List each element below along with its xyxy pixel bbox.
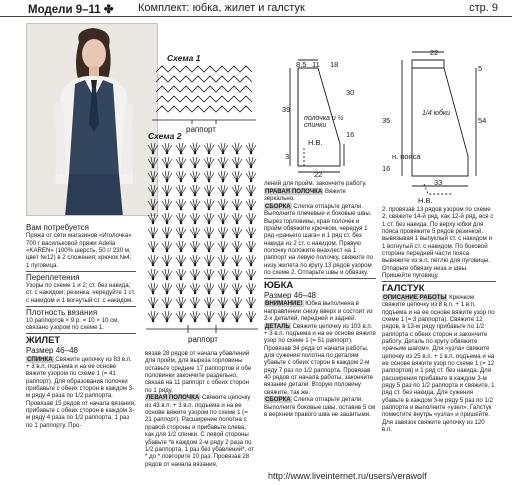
skirt-detail-text: ДЕТАЛЬ Свяжите цепочку из 103 в.п. + 3 в.п. подъема и на ее основе вяжите узор по схеме 1 (= 51 раппорт). Провязав 34 ряда от начала работы, для сужения полотна по деталям убавьте с обеих сторон в каждом 2-м ряду 7 раз по 1/2 раппорта. Провязав 40 рядов от начала работы, закончите вязание детали. Вторую половину свяжите, так же. [264,322,376,396]
skirt-assembly-text: СБОРКА Слегка отпарьте детали. Выполните боковые швы, оставив 5 см в верхнем правого шва не зашитыми. [264,396,376,419]
vest-h-c: 3 [285,152,290,161]
skirt-detail-label: ДЕТАЛЬ [265,322,290,330]
vest-col2-text: вязав 28 рядов от начала убавлений для пройм, для выреза горловины оставьте средние 17 раппортов и обе половинки закончите раздельно, связав на 11 раппорт с обеих сторон по 1 ряду. [145,350,252,394]
column-3 [264,180,376,418]
vest-assembly-text: СБОРКА Слегка отпарьте детали. Выполните плечевые и боковые швы. Вырез горловины, края полочек и пройм обвяжите крючком, чередуя 1 ряд «рачьего шага» и 1 ряд ст. без накида из 2 ст. с накидом. Правую полочку положите внахлест на 1 раппорт на левую полочку, свяжите по низу жилета по кругу 13 рядов узором по схеме 2. Отпарьте швы и обвязку. [264,202,373,276]
skirt-h-b: 35 [382,116,391,125]
vest-h-total: 39 [282,105,291,114]
scheme2-rapport: раппорт [188,335,218,344]
vest-right-front-label: ПРАВАЯ ПОЛОЧКА [265,187,323,195]
skirt-h-c: 54 [478,116,487,125]
column-1 [26,223,136,429]
scheme1-label: Схема 1 [167,53,201,63]
materials-text: Пряжа от сети магазинов «Иголочка» 700 г васильковой пряжи Adelia «KAREN» (100% шерсть, 50 г/ 230 м, цвет №12) в 2 сложения; крючок №4; 1 пуговица. [26,232,132,269]
tie-desc-label: ОПИСАНИЕ РАБОТЫ [383,293,447,301]
weaves-heading: Переплетения [26,272,80,282]
vest-bottom: 22 [314,170,323,179]
skirt-attention-text: ВНИМАНИЕ! Юбка выполнена в направлении снизу вверх и состоит из 2-х деталей, передней и задней. [264,300,373,322]
skirt-inner-label: 1/4 юбки [422,110,451,117]
tie-heading: ГАЛСТУК [382,282,425,294]
vest-w-mid: 18 [330,60,339,69]
skirt-width: 33 [434,178,443,187]
vest-col3-text: лений для пройм, закончите работу. [264,180,367,187]
scheme2-label: Схема 2 [148,131,182,141]
model-illustration [27,24,158,216]
skirt-diagram [358,46,494,206]
scheme2-chart [146,141,258,333]
skirt-h-d: 16 [382,164,391,173]
materials-heading: Вам потребуется [26,223,89,232]
skirt-assembly-label: СБОРКА [265,396,291,404]
skirt-attention-label: ВНИМАНИЕ! [265,300,303,308]
vest-back-text: СПИНКА Свяжите цепочку из 83 в.п. + 3 в.п. подъема и на ее основе вяжите узором по схеме 1 (= 41 раппорт). Для образования полочки прибавьте с обеих сторон в каждом 3-м ряду 4 раза по 1/2 раппорта. Провязав 15 рядов от начала вязания, прибавьте с обеих сторон в каждом 3-м ряду 4 раза по 1/2 раппорта, 1 раз по 1 раппорту. Про- [26,355,136,429]
vest-h-a: 30 [346,88,355,97]
vest-back-label: СПИНКА [27,355,53,363]
skirt-pojas: н. пояса [392,152,421,161]
vest-w-top: 8,5 [296,60,307,69]
vest-hem: Н.В. [308,138,323,147]
skirt-top: 22 [430,48,439,57]
skirt-heading: ЮБКА [264,279,294,291]
density-heading: Плотность вязания [26,307,98,317]
column-2 [145,350,255,468]
vest-size: Размер 46–48 [26,346,78,356]
scheme1-rapport: раппорт [186,125,216,134]
skirt-size: Размер 46–48 [264,290,316,300]
page-header [0,0,512,17]
skirt-h-a: 5 [478,64,483,73]
vest-inner-label: полочка и ½ спинки [304,115,344,129]
page-number: стр. 9 [469,2,498,14]
vest-heading: ЖИЛЕТ [26,335,61,347]
skirt-hem: Н.В. [418,196,433,205]
page-title: Комплект: юбка, жилет и галстук [138,2,305,14]
weaves-text: Узоры по схеме 1 и 2; ст. без накида; ст. с накидом; резинка: чередуйте 1 ст. с накидом и 1 вогнутый ст. с накидом. [26,282,136,304]
models-label: Модели 9–11 ✤ [28,4,114,16]
model-photo [26,23,158,216]
vest-assembly-label: СБОРКА [265,202,291,210]
density-text: 10 раппортов × 9 р. = 10 × 10 см, связано узором по схеме 1. [26,316,120,332]
scheme1-chart [152,64,256,124]
vest-right-front-text: ПРАВАЯ ПОЛОЧКА Вяжите зеркально. [264,187,346,203]
footer-url: http://www.liveinternet.ru/users/verawolf [268,471,427,481]
skirt-col4-text: 2. провязав 13 рядов узором по схеме 2, свяжите 14-й ряд, как 12-й ряд, вся с 1 ст. без накида. По верху юбки для пояса провяжите 5 рядов резинкой, вывязывая 1 выпуклый ст. с накидом и 1 вогнутый ст. с накидом. По боковой стороне передней части пояса вывяжите из в.п. петлю для пуговицы. Отпарьте обвязку низа и швы. Пришейте пуговицу. [382,206,494,280]
column-4 [382,206,496,433]
tie-desc-text: ОПИСАНИЕ РАБОТЫ Крючком свяжите цепочку из 8 в.п. + 1 в.п. подъема и на ее основе вяжите узор по схеме 1 (= 3 раппорта). Свяжите 12 рядов, в 13-м ряду прибавьте по 1/2 раппорта с обеих сторон и закончите работу. Деталь по кругу обвяжите «рачьим шагом». Для «узла» свяжите цепочку из 25 в.п. + 1 в.п. подъема и на ее основе вяжите узор по схеме 1 (= 12 раппортов) и 1 ряд ст. без накида. Для расширения прибавьте в каждом 3-м ряду 5 раз по 1/2 раппорта и свяжите, 1 ряд ст. без накида. Для сужения убавьте в каждом 3-м ряду 5 раз по 1/2 раппорта и выполните «узел». Галстук поместите внутрь «узла» и пришейте. Для завязок свяжите цепочку из 120 в.п. [382,293,495,434]
vest-left-front-label: ЛЕВАЯ ПОЛОЧКА [146,394,200,402]
vest-h-b: 16 [346,130,355,139]
vest-w-gap: 11 [312,60,320,69]
vest-diagram [264,48,358,176]
vest-left-front-text: ЛЕВАЯ ПОЛОЧКА Свяжите цепочку из 43 в.п. + 3 в.п. подъема и на ее основе вяжите узором по схеме 1 (= 21 раппорт). Расширение полотна с правой стороны и прибавьте слева, как для 1/2 спинки. С левой стороны убавьте *в каждом 2-м ряду 2 раза по 1/2 раппорта, 1 раз без убавлений*, от * до * повторите 10 раз. Провязав 28 рядов от начала вязания, [145,394,254,468]
